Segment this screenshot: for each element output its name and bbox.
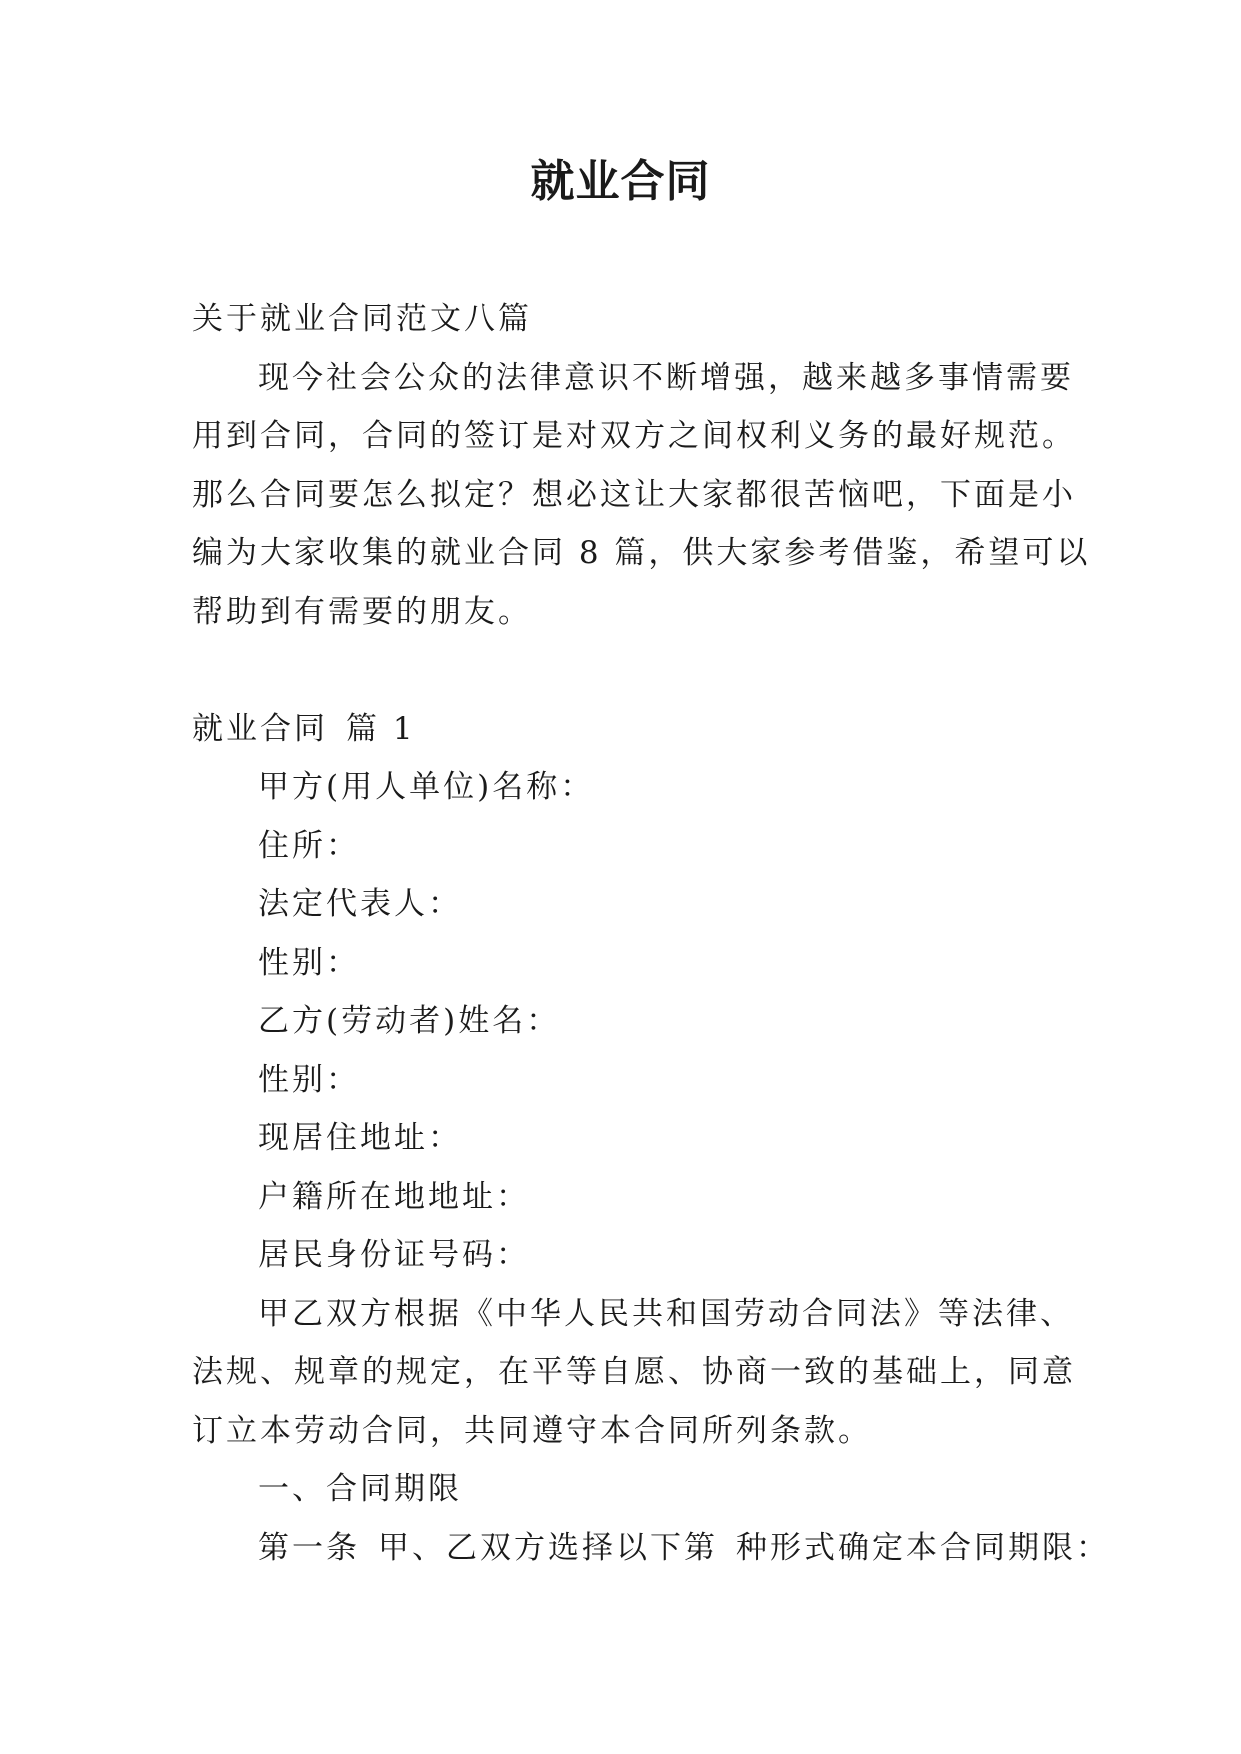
article-text: 甲、乙双方选择以下第 [378, 1529, 718, 1566]
field-household-address: 户籍所在地地址： [258, 1178, 530, 1215]
intro-line: 现今社会公众的法律意识不断增强，越来越多事情需要 [258, 359, 1074, 396]
field-employee-name: 乙方(劳动者)姓名： [258, 1003, 561, 1039]
field-current-address: 现居住地址： [258, 1120, 462, 1156]
agreement-line: 法规、规章的规定，在平等自愿、协商一致的基础上，同意 [192, 1354, 1076, 1390]
agreement-line: 甲乙双方根据《中华人民共和国劳动合同法》等法律、 [258, 1295, 1074, 1332]
article-text-cont: 种形式确定本合同期限： [736, 1529, 1110, 1566]
article-line [192, 1519, 1110, 1578]
document-title: 就业合同 [530, 156, 711, 207]
field-gender-employee: 性别： [258, 1061, 360, 1098]
intro-line: 帮助到有需要的朋友。 [192, 593, 532, 630]
intro-line: 编为大家收集的就业合同 8 篇，供大家参考借鉴，希望可以 [192, 535, 1091, 571]
intro-line: 用到合同，合同的签订是对双方之间权利义务的最好规范。 [192, 418, 1076, 454]
field-employer-name: 甲方(用人单位)名称： [258, 769, 595, 805]
subtitle: 关于就业合同范文八篇 [192, 301, 532, 337]
section-heading [192, 700, 1062, 759]
agreement-line: 订立本劳动合同，共同遵守本合同所列条款。 [192, 1412, 872, 1449]
field-gender-employer: 性别： [258, 944, 360, 981]
chapter-heading: 一、合同期限 [258, 1471, 462, 1507]
intro-line: 那么合同要怎么拟定？想必这让大家都很苦恼吧，下面是小 [192, 476, 1076, 513]
section-heading-title: 就业合同 [192, 710, 328, 747]
article-number: 第一条 [258, 1529, 360, 1566]
field-id-number: 居民身份证号码： [258, 1237, 530, 1273]
paragraph-gap [192, 641, 1062, 700]
field-address: 住所： [258, 827, 360, 864]
section-heading-number: 篇 1 [346, 710, 416, 747]
field-legal-rep: 法定代表人： [258, 886, 462, 922]
document-body [192, 290, 1110, 1577]
